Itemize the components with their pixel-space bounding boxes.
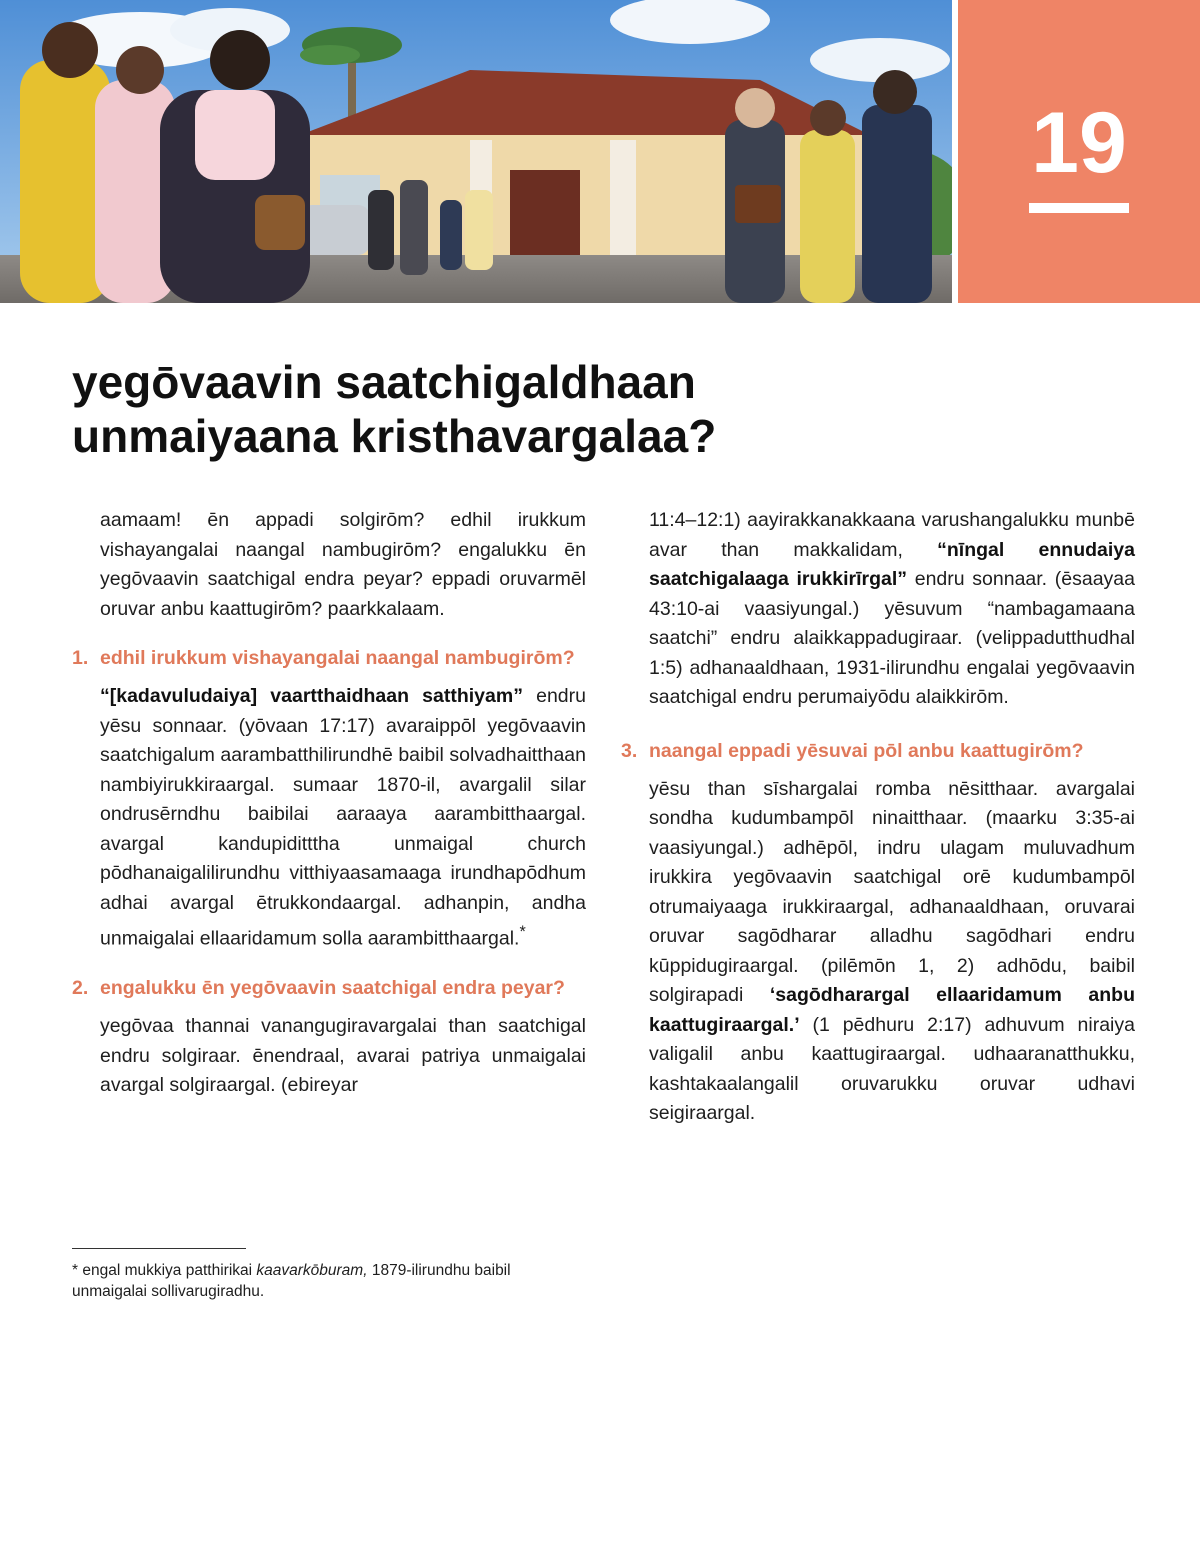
- left-column: [72, 506, 586, 1101]
- footnote: [72, 1260, 584, 1302]
- chapter-underline: [1029, 203, 1129, 213]
- footnote-text: engal mukkiya patthirikai: [78, 1262, 257, 1279]
- answer-text: 11:4–12:1) aayirakkanakkaana varushangalukku munbē avar than makkalidam,: [649, 509, 1135, 561]
- question-text: naangal eppadi yēsuvai pōl anbu kaattugirōm?: [649, 739, 1084, 762]
- question-number: 3.: [621, 739, 638, 762]
- chapter-number: 19: [1031, 95, 1127, 191]
- answer-2-paragraph-continued: [649, 506, 1135, 713]
- footnote-text-end: 1879-ilirundhu baibil unmaigalai sollivarugiradhu.: [72, 1262, 511, 1300]
- answer-text: endru yēsu sonnaar. (yōvaan 17:17) avaraippōl yegōvaavin saatchigalum aarambatthilirundhē baibil solvadhaitthaan nambiyirukkiraargal. sumaar 1870-il, avargalil silar ondrusērndhu baibilai aaraaya aarambitthaargal. avargal kandupiditttha unmaigal church pōdhanaigalilirundhu vitthiyaasamaaga irundhapōdhum adhai avargal ētrukkondaargal. adhanpin, andha unmaigalai ellaaridamum solla aarambitthaargal.: [100, 685, 586, 950]
- answer-1-paragraph: [100, 682, 586, 954]
- question-text: engalukku ēn yegōvaavin saatchigal endra peyar?: [100, 977, 565, 999]
- answer-2-paragraph-start: yegōvaa thannai vanangugiravargalai than saatchigal endru solgiraar. ēnendraal, avarai patriya unmaigalai avargal solgiraargal. (ebireyar: [100, 1015, 586, 1096]
- question-3-heading: [621, 737, 1135, 765]
- question-2-heading: [72, 974, 586, 1002]
- question-text: edhil irukkum vishayangalai naangal nambugirōm?: [100, 647, 575, 669]
- intro-paragraph: aamaam! ēn appadi solgirōm? edhil irukkum vishayangalai naangal nambugirōm? engalukku ēn yegōvaavin saatchigal endra peyar? eppadi oruvarmēl oruvar anbu kaattugirōm? paarkkalaam.: [100, 509, 586, 620]
- answer-text-end: endru sonnaar. (ēsaayaa 43:10-ai vaasiyungal.) yēsuvum “nambagamaana saatchi” endru alaikkappadugiraar. (velippadutthudhal 1:5) adhanaaldhaan, 1931-ilirundhu engalai yegōvaavin saatchigal endru perumaiyōdu alaikkirōm.: [649, 568, 1135, 708]
- title-line-1: yegōvaavin saatchigaldhaan: [72, 356, 696, 408]
- footnote-publication: kaavarkōburam,: [256, 1262, 368, 1279]
- hero-photo: [0, 0, 952, 303]
- answer-3-paragraph: [649, 775, 1135, 1129]
- footnote-marker[interactable]: *: [519, 923, 526, 941]
- scripture-quote: ‘sagōdharargal ellaaridamum anbu kaattugiraargal.’: [649, 984, 1135, 1036]
- footnote-symbol: *: [72, 1262, 79, 1279]
- scripture-quote: “[kadavuludaiya] vaartthaidhaan satthiyam”: [100, 685, 523, 707]
- scripture-quote: “nīngal ennudaiya saatchigalaaga irukkirīrgal”: [649, 538, 1135, 590]
- answer-text-end: (1 pēdhuru 2:17) adhuvum niraiya valigalil anbu kaattugiraargal. udhaaranatthukku, kashtakaalangalil oruvarukku oruvar udhavi seigiraargal.: [649, 1013, 1135, 1124]
- page-title: [72, 355, 972, 463]
- question-number: 2.: [72, 977, 89, 999]
- title-line-2: unmaiyaana kristhavargalaa?: [72, 410, 717, 462]
- question-number: 1.: [72, 647, 89, 669]
- answer-text: yēsu than sīshargalai romba nēsitthaar. avargalai sondha kudumbampōl ninaitthaar. (maarku 3:35-ai vaasiyungal.) adhēpōl, indru ulagam muluvadhum irukkira yegōvaavin saatchigal orē kudumbampōl otrumaiyaaga irukkiraargal, adhanaaldhaan, oruvarai oruvar sagōdharar alladhu sagōdhari endru kūppidugiraargal. (pilēmōn 1, 2) adhōdu, baibil solgirapadi: [649, 777, 1135, 1006]
- footnote-divider: [72, 1248, 246, 1249]
- chapter-badge: [958, 0, 1200, 303]
- right-column: [621, 506, 1135, 1129]
- question-1-heading: [72, 644, 586, 672]
